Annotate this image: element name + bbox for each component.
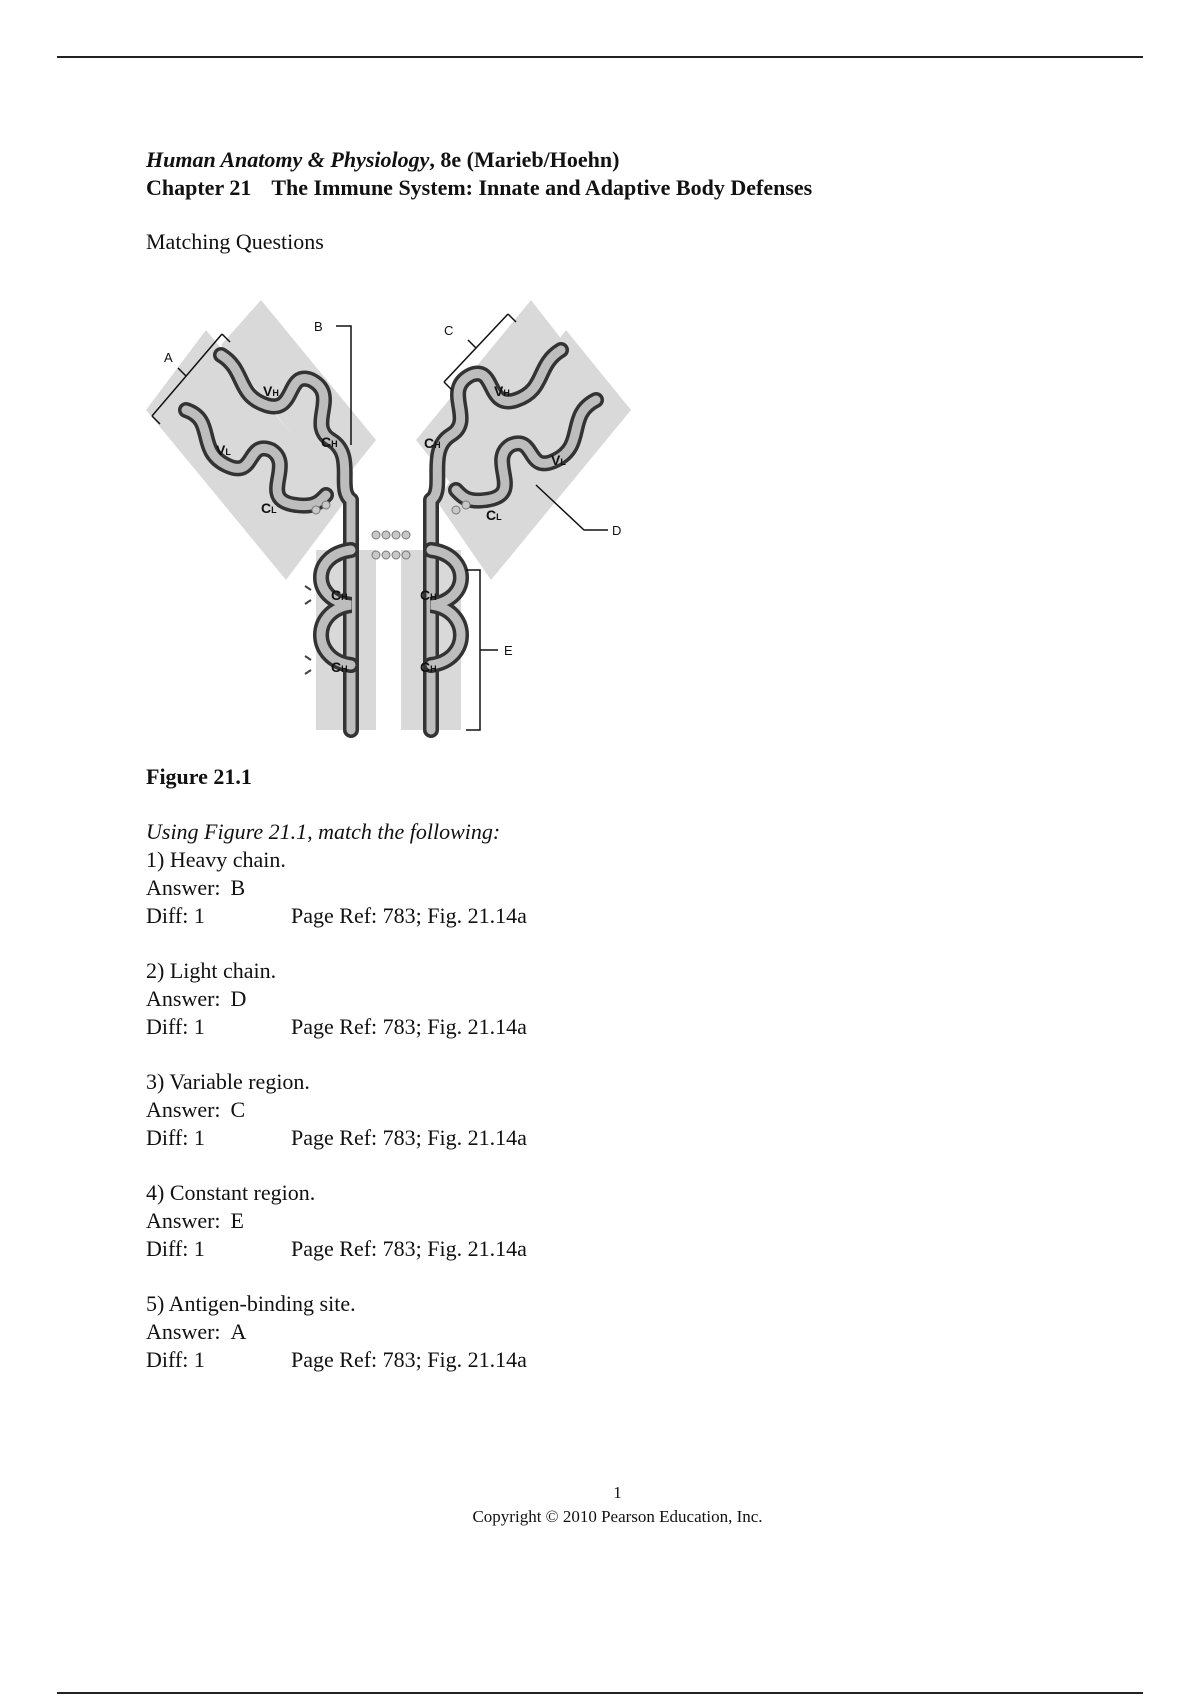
domain-vh-right: VH (494, 383, 510, 399)
domain-ch-left-stem-2: CH (331, 659, 348, 675)
domain-ch-left-stem-1: CH (331, 587, 348, 603)
domain-cl-left: CL (261, 500, 277, 516)
question-prompt: 2) Light chain. (146, 958, 277, 983)
question-3 (146, 1068, 1046, 1152)
answer-value: C (230, 1097, 246, 1122)
page-ref: Page Ref: 783; Fig. 21.14a (291, 903, 527, 928)
answer-line (146, 1318, 1046, 1346)
answer-label: Answer: (146, 875, 221, 900)
instruction: Using Figure 21.1, match the following: (146, 819, 501, 844)
difficulty: Diff: 1 (146, 1236, 205, 1261)
matching-questions (146, 818, 1046, 1401)
answer-label: Answer: (146, 1097, 221, 1122)
domain-vl-right: VL (551, 452, 566, 468)
domain-ch-right-upper: CH (424, 435, 441, 451)
book-edition: , 8e (Marieb/Hoehn) (429, 147, 620, 172)
question-4 (146, 1179, 1046, 1263)
antibody-diagram (146, 300, 636, 740)
diff-line (146, 1346, 1046, 1374)
answer-line (146, 1207, 1046, 1235)
question-1 (146, 846, 1046, 930)
domain-vh-left: VH (263, 383, 279, 399)
answer-label: Answer: (146, 986, 221, 1011)
answer-value: D (230, 986, 247, 1011)
figure-background-bands (146, 300, 631, 730)
page-number: 1 (613, 1483, 622, 1502)
domain-ch-right-stem-1: CH (420, 587, 437, 603)
page-ref: Page Ref: 783; Fig. 21.14a (291, 1014, 527, 1039)
bottom-rule (57, 1692, 1143, 1694)
chapter-number: Chapter 21 (146, 175, 252, 200)
domain-vl-left: VL (216, 442, 231, 458)
difficulty: Diff: 1 (146, 903, 205, 928)
chapter-title: The Immune System: Innate and Adaptive Body Defenses (271, 175, 813, 200)
answer-value: B (230, 875, 246, 900)
diff-line (146, 1013, 1046, 1041)
diff-line (146, 1124, 1046, 1152)
figure-label-b: B (314, 319, 323, 334)
antibody-figure (146, 300, 636, 740)
answer-value: E (230, 1208, 244, 1233)
top-rule (57, 56, 1143, 58)
diff-line (146, 1235, 1046, 1263)
difficulty: Diff: 1 (146, 1014, 205, 1039)
page-ref: Page Ref: 783; Fig. 21.14a (291, 1125, 527, 1150)
question-prompt: 3) Variable region. (146, 1069, 310, 1094)
figure-label-c: C (444, 323, 454, 338)
section-heading: Matching Questions (146, 229, 324, 254)
question-2 (146, 957, 1046, 1041)
domain-ch-left-upper: CH (321, 434, 338, 450)
question-prompt: 5) Antigen-binding site. (146, 1291, 356, 1316)
book-title-line (146, 146, 1126, 174)
domain-ch-right-stem-2: CH (420, 659, 437, 675)
chapter-title-line (146, 174, 1126, 202)
question-prompt: 1) Heavy chain. (146, 847, 286, 872)
page-ref: Page Ref: 783; Fig. 21.14a (291, 1347, 527, 1372)
figure-label-a: A (164, 350, 173, 365)
domain-cl-right: CL (486, 507, 502, 523)
answer-line (146, 874, 1046, 902)
copyright-notice: Copyright © 2010 Pearson Education, Inc. (472, 1507, 763, 1526)
book-title: Human Anatomy & Physiology (146, 147, 430, 172)
answer-label: Answer: (146, 1319, 221, 1344)
answer-line (146, 1096, 1046, 1124)
figure-caption: Figure 21.1 (146, 764, 252, 789)
page-ref: Page Ref: 783; Fig. 21.14a (291, 1236, 527, 1261)
answer-value: A (230, 1319, 247, 1344)
figure-label-e: E (504, 643, 513, 658)
document-header (146, 146, 1126, 256)
answer-line (146, 985, 1046, 1013)
figure-label-d: D (612, 523, 622, 538)
difficulty: Diff: 1 (146, 1347, 205, 1372)
diff-line (146, 902, 1046, 930)
answer-label: Answer: (146, 1208, 221, 1233)
question-prompt: 4) Constant region. (146, 1180, 316, 1205)
difficulty: Diff: 1 (146, 1125, 205, 1150)
question-5 (146, 1290, 1046, 1374)
carbohydrate-marks (305, 586, 311, 674)
